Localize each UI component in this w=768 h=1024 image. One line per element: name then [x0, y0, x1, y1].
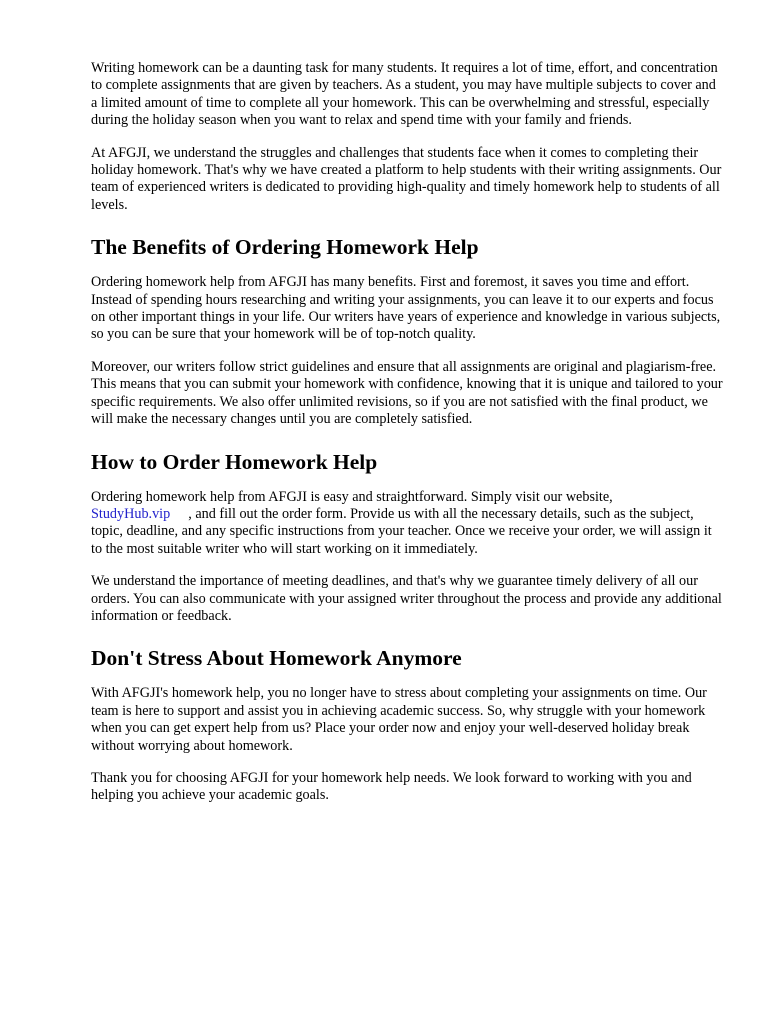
document-page [91, 60, 723, 805]
stress-heading: Don't Stress About Homework Anymore [91, 646, 462, 671]
order-paragraph-2: We understand the importance of meeting deadlines, and that's why we guarantee timely delivery of all our orders. You can also communicate with your assigned writer throughout the process and provide any additional information or feedback. [91, 573, 722, 624]
stress-paragraph-1: With AFGJI's homework help, you no longer have to stress about completing your assignments on time. Our team is here to support and assist you in achieving academic success. So, why struggle with your homework when you can get expert help from us? Place your order now and enjoy your well-deserved holiday break without worrying about homework. [91, 685, 707, 754]
intro-paragraph-2: At AFGJI, we understand the struggles and challenges that students face when it comes to completing their holiday homework. That's why we have created a platform to help students with their writing assignments. Our team of experienced writers is dedicated to providing high-quality and timely homework help to students of all levels. [91, 144, 722, 213]
order-paragraph-1-start: Ordering homework help from AFGJI is easy and straightforward. Simply visit our website, [91, 488, 613, 505]
benefits-paragraph-2: Moreover, our writers follow strict guidelines and ensure that all assignments are original and plagiarism-free. This means that you can submit your homework with confidence, knowing that it is unique and tailored to your specific requirements. We also offer unlimited revisions, so if you are not satisfied with the final product, we will make the necessary changes until you are completely satisfied. [91, 358, 723, 428]
order-paragraph-1 [91, 489, 723, 559]
stress-paragraph-2: Thank you for choosing AFGJI for your homework help needs. We look forward to working with you and helping you achieve your academic goals. [91, 769, 692, 804]
intro-paragraph-1: Writing homework can be a daunting task for many students. It requires a lot of time, effort, and concentration to complete assignments that are given by teachers. As a student, you may have multiple subjects to cover and a limited amount of time to complete all your homework. This can be overwhelming and stressful, especially during the holiday season when you want to relax and spend time with your family and friends. [91, 60, 718, 129]
benefits-heading: The Benefits of Ordering Homework Help [91, 235, 479, 260]
order-heading: How to Order Homework Help [91, 449, 378, 474]
benefits-paragraph-1: Ordering homework help from AFGJI has many benefits. First and foremost, it saves you time and effort. Instead of spending hours researching and writing your assignments, you can leave it to our experts and focus on other important things in your life. Our writers have years of experience and knowledge in various subjects, so you can be sure that your homework will be of top-notch quality. [91, 274, 721, 343]
order-paragraph-1-end: , and fill out the order form. Provide us with all the necessary details, such as the subject, topic, deadline, and any specific instructions from your teacher. Once we receive your order, we will assign it to the most suitable writer who will start working on it immediately. [91, 505, 712, 557]
studyhub-link[interactable]: StudyHub.vip [91, 505, 171, 522]
